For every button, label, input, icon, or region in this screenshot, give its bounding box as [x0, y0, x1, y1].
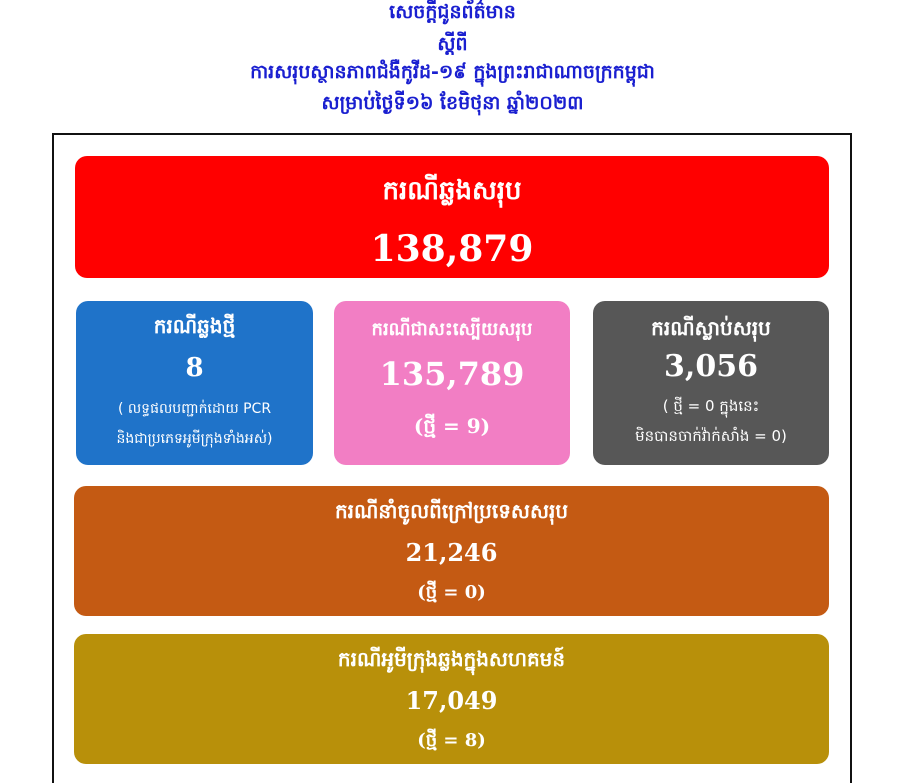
header-date: សម្រាប់ថ្ងៃទី១៦ ខែមិថុនា ឆ្នាំ២០២៣: [321, 92, 584, 114]
new-cases-value: 8: [185, 353, 204, 383]
imported-cases-label: ករណីនាំចូលពីក្រៅប្រទេសសរុប: [334, 499, 569, 523]
new-cases-label: ករណីឆ្លងថ្មី: [153, 314, 236, 338]
deaths-label: ករណីស្លាប់សរុប: [651, 316, 771, 340]
omicron-community-label: ករណីអូមីក្រុងឆ្លងក្នុងសហគមន៍: [337, 647, 566, 671]
imported-cases-value: 21,246: [405, 538, 498, 567]
omicron-community-card: [74, 634, 829, 764]
omicron-community-new: (ថ្មី = 8): [417, 730, 486, 751]
total-cases-label: ករណីឆ្លងសរុប: [382, 176, 522, 206]
deaths-value: 3,056: [664, 349, 758, 384]
new-cases-card: [76, 301, 313, 465]
recovered-new: (ថ្មី = 9): [413, 414, 491, 438]
header-subject-label: ស្តីពី: [437, 33, 468, 55]
imported-cases-new: (ថ្មី = 0): [417, 582, 486, 603]
total-cases-card: [75, 156, 829, 278]
recovered-value: 135,789: [379, 355, 525, 393]
imported-cases-card: [74, 486, 829, 616]
deaths-card: [593, 301, 829, 465]
recovered-label: ករណីជាសះស្បើយសរុប: [371, 319, 533, 340]
new-cases-note-line2: និងជាប្រភេទអូមីក្រុងទាំងអស់): [116, 431, 273, 447]
recovered-card: [334, 301, 570, 465]
deaths-note-line1: ( ថ្មី = 0 ក្នុងនេះ: [662, 397, 760, 415]
total-cases-value: 138,879: [370, 228, 534, 270]
header-subject: ការសរុបស្ថានភាពជំងឺកូវីដ-១៩ ក្នុងព្រះរាជាណាចក្រកម្ពុជា: [250, 61, 655, 83]
omicron-community-value: 17,049: [405, 686, 498, 715]
header-title: សេចក្តីជូនព័ត៌មាន: [389, 1, 516, 23]
deaths-note-line2: មិនបានចាក់វ៉ាក់សាំង = 0): [635, 427, 787, 445]
new-cases-note-line1: ( លទ្ធផលបញ្ជាក់ដោយ PCR: [117, 401, 272, 417]
